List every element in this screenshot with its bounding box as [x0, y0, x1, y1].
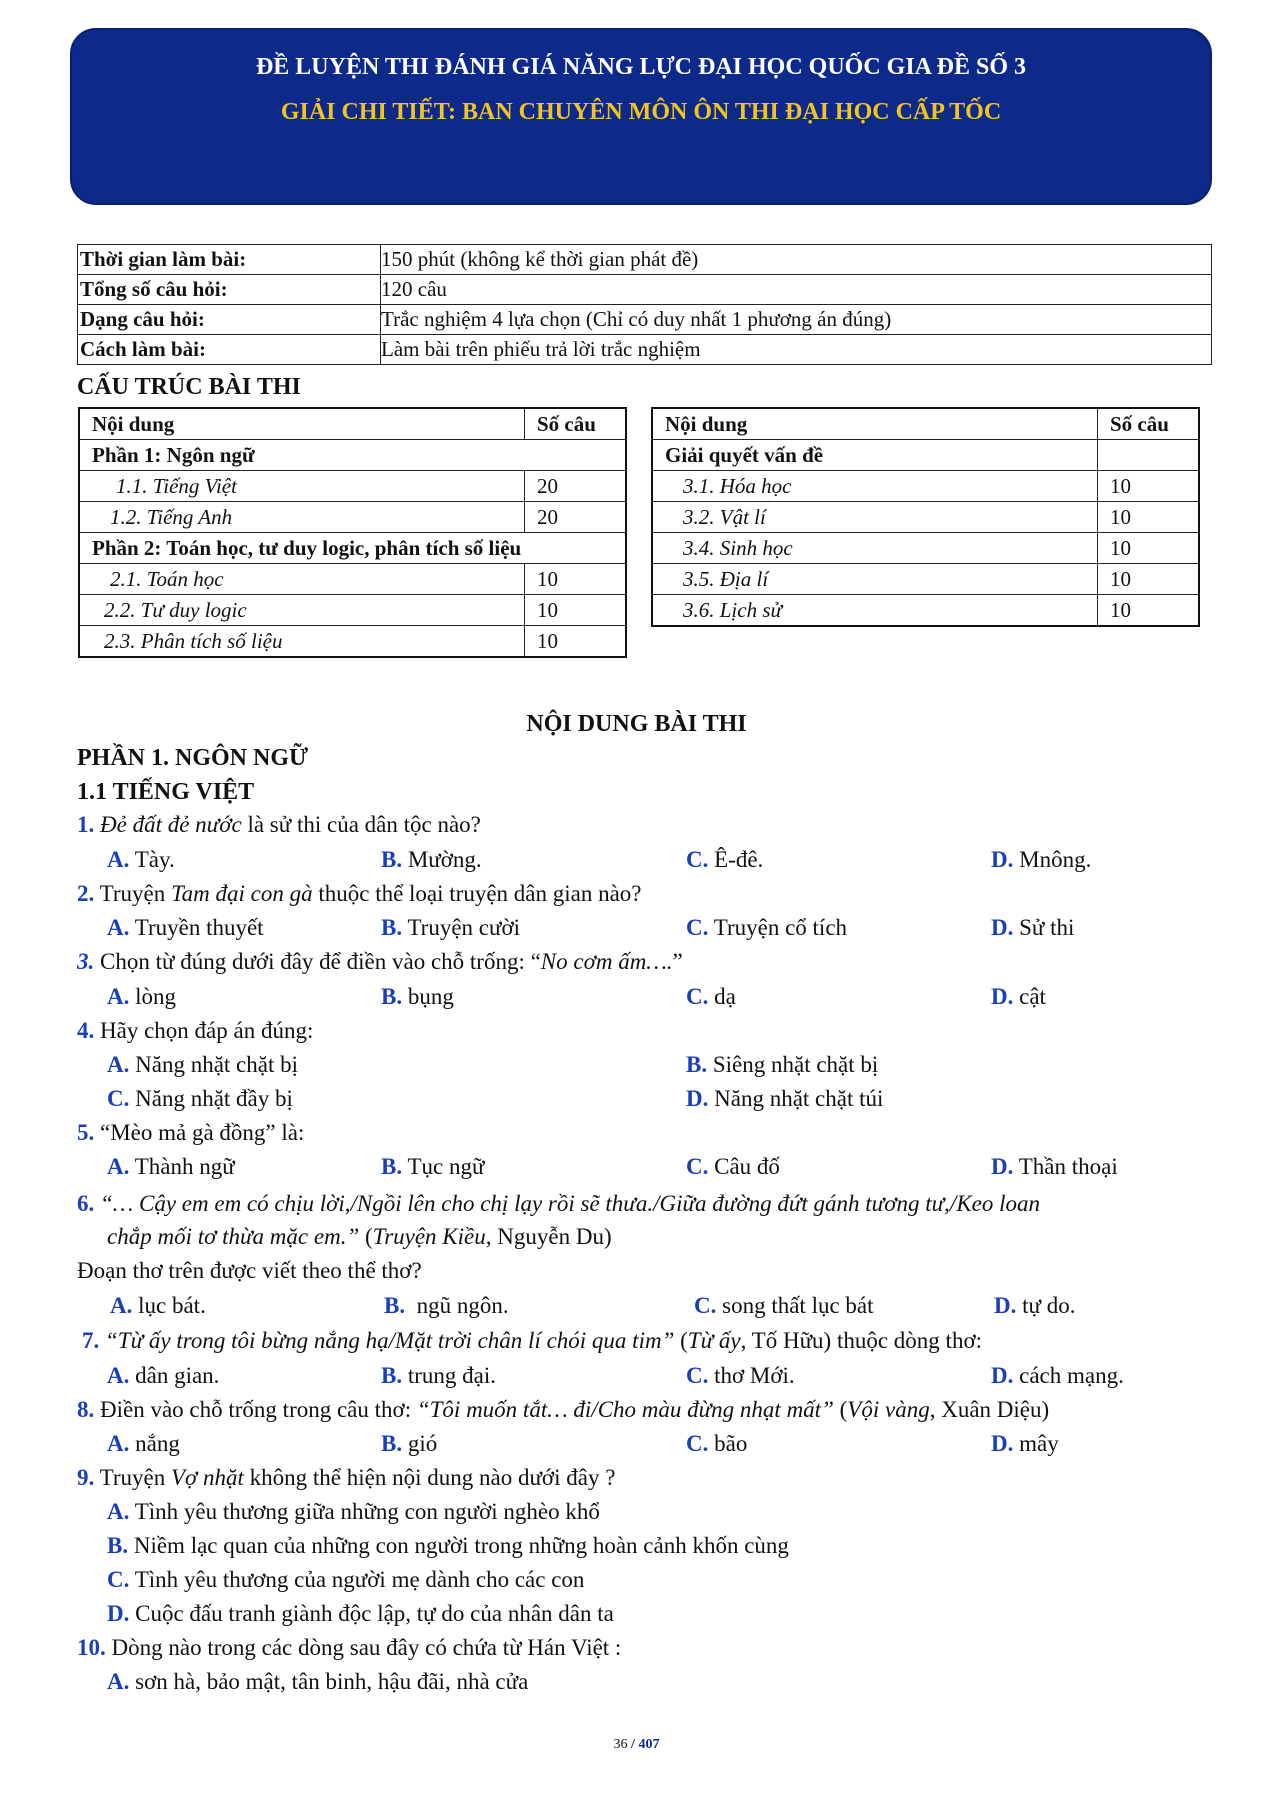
question-number: 5.: [77, 1120, 95, 1145]
table-row: [79, 564, 626, 595]
option-label: B.: [384, 1293, 406, 1318]
row-count: 20: [525, 502, 627, 533]
structure-table-left: [78, 407, 627, 658]
option-b[interactable]: [381, 1432, 437, 1455]
option-label: A.: [107, 1669, 130, 1694]
option-c[interactable]: [686, 1155, 780, 1178]
table-row: [79, 595, 626, 626]
info-table: [77, 244, 1212, 365]
question-text: , Nguyễn Du): [485, 1224, 612, 1249]
option-text: tự do.: [1022, 1293, 1076, 1318]
option-label: C.: [686, 1363, 709, 1388]
question-6: [77, 1192, 1040, 1215]
option-c[interactable]: [694, 1294, 874, 1317]
row-label: 2.1. Toán học: [79, 564, 525, 595]
option-b[interactable]: [381, 916, 520, 939]
info-value: 120 câu: [381, 275, 1212, 305]
option-text: mây: [1019, 1431, 1059, 1456]
option-label: B.: [381, 1431, 403, 1456]
question-text: Truyện: [94, 1465, 171, 1490]
info-value: 150 phút (không kể thời gian phát đề): [381, 245, 1212, 275]
option-d[interactable]: [991, 916, 1074, 939]
work-title: Vội vàng: [847, 1397, 930, 1422]
option-text: dạ: [714, 984, 736, 1009]
option-label: D.: [991, 1154, 1014, 1179]
question-number: 7.: [82, 1328, 100, 1353]
option-b[interactable]: [381, 848, 482, 871]
option-text: Thần thoại: [1018, 1154, 1118, 1179]
table-header: [79, 408, 626, 440]
option-text: Siêng nhặt chặt bị: [712, 1052, 879, 1077]
info-row: [78, 305, 1212, 335]
option-text: bão: [714, 1431, 748, 1456]
option-text: Năng nhặt chặt bị: [135, 1052, 298, 1077]
question-6-cont: [107, 1225, 612, 1248]
info-row: [78, 245, 1212, 275]
part-title: PHẦN 1. NGÔN NGỮ: [77, 745, 309, 771]
question-1: [77, 813, 481, 836]
option-d[interactable]: [686, 1087, 883, 1110]
exam-subtitle: GIẢI CHI TIẾT: BAN CHUYÊN MÔN ÔN THI ĐẠI HỌC CẤP TỐC: [280, 99, 1002, 125]
option-text: Truyện cười: [407, 915, 521, 940]
total-pages: 407: [638, 1737, 660, 1752]
content-title: NỘI DUNG BÀI THI: [526, 711, 747, 737]
option-label: A.: [107, 1499, 130, 1524]
info-key: Dạng câu hỏi:: [78, 305, 381, 335]
table-row: [652, 533, 1199, 564]
question-number: 6.: [77, 1191, 95, 1216]
option-b[interactable]: [381, 985, 454, 1008]
option-text: Truyện cổ tích: [713, 915, 848, 940]
option-label: A.: [107, 915, 130, 940]
option-b[interactable]: [686, 1053, 878, 1076]
option-text: Năng nhặt chặt túi: [714, 1086, 884, 1111]
question-4: [77, 1019, 313, 1042]
work-title: Vợ nhặt: [170, 1465, 244, 1490]
table-row: [79, 626, 626, 658]
page-number: [0, 1737, 1273, 1753]
option-label: D.: [686, 1086, 709, 1111]
option-c[interactable]: [686, 848, 763, 871]
option-text: Tình yêu thương giữa những con người nghèo khổ: [134, 1499, 600, 1524]
option-text: Ê-đê.: [714, 847, 764, 872]
row-label: 3.5. Địa lí: [652, 564, 1098, 595]
option-a[interactable]: [107, 1053, 298, 1076]
row-count: 10: [525, 626, 627, 658]
option-label: D.: [991, 847, 1014, 872]
question-text: không thể hiện nội dung nào dưới đây ?: [243, 1465, 616, 1490]
table-row: [79, 533, 626, 564]
option-label: D.: [991, 915, 1014, 940]
row-count: 10: [1098, 595, 1200, 627]
question-text: (: [674, 1328, 688, 1353]
question-number: 3.: [77, 949, 95, 974]
option-label: C.: [686, 915, 709, 940]
option-text: Mnông.: [1019, 847, 1092, 872]
option-label: C.: [107, 1567, 130, 1592]
option-b[interactable]: [107, 1534, 789, 1557]
option-label: B.: [381, 1363, 403, 1388]
question-text: là sử thi của dân tộc nào?: [241, 812, 481, 837]
option-text: bụng: [407, 984, 454, 1009]
row-label: 2.2. Tư duy logic: [79, 595, 525, 626]
row-count: 10: [1098, 533, 1200, 564]
table-row: [652, 502, 1199, 533]
page-separator: /: [627, 1737, 639, 1752]
option-d[interactable]: [107, 1602, 614, 1625]
option-label: A.: [110, 1293, 133, 1318]
question-3: [77, 950, 683, 973]
header-content: Nội dung: [652, 408, 1098, 440]
option-label: B.: [381, 915, 403, 940]
exam-title: ĐỀ LUYỆN THI ĐÁNH GIÁ NĂNG LỰC ĐẠI HỌC QUỐC GIA ĐỀ SỐ 3: [255, 54, 1027, 80]
option-label: B.: [381, 984, 403, 1009]
option-text: Tục ngữ: [407, 1154, 485, 1179]
option-label: B.: [686, 1052, 708, 1077]
question-2: [77, 882, 642, 905]
option-b[interactable]: [384, 1294, 509, 1317]
question-italic: “Từ ấy trong tôi bừng nắng hạ/Mặt trời chân lí chói qua tim”: [99, 1328, 675, 1353]
table-row: [79, 502, 626, 533]
option-d[interactable]: [991, 1432, 1059, 1455]
option-label: D.: [107, 1601, 130, 1626]
question-text: Điền vào chỗ trống trong câu thơ:: [94, 1397, 417, 1422]
work-title: Truyện Kiều: [372, 1224, 486, 1249]
option-text: trung đại.: [407, 1363, 496, 1388]
row-label: 3.1. Hóa học: [652, 471, 1098, 502]
question-number: 4.: [77, 1018, 95, 1043]
structure-table-right: [651, 407, 1200, 627]
option-text: sơn hà, bảo mật, tân binh, hậu đãi, nhà cửa: [135, 1669, 529, 1694]
option-a[interactable]: [107, 916, 264, 939]
option-label: A.: [107, 984, 130, 1009]
option-label: C.: [694, 1293, 717, 1318]
option-text: Câu đố: [714, 1154, 780, 1179]
option-text: Tày.: [134, 847, 175, 872]
question-text: Truyện: [94, 881, 171, 906]
option-d[interactable]: [991, 848, 1091, 871]
option-d[interactable]: [994, 1294, 1075, 1317]
info-value: Làm bài trên phiếu trả lời trắc nghiệm: [381, 335, 1212, 365]
option-label: A.: [107, 847, 130, 872]
question-7: [82, 1329, 982, 1352]
option-label: B.: [381, 1154, 403, 1179]
row-count: 10: [1098, 471, 1200, 502]
question-text: Dòng nào trong các dòng sau đây có chứa từ Hán Việt :: [105, 1635, 622, 1660]
option-text: Sử thi: [1019, 915, 1075, 940]
structure-title: CẤU TRÚC BÀI THI: [77, 374, 301, 400]
question-8: [77, 1398, 1049, 1421]
option-c[interactable]: [686, 1432, 747, 1455]
info-row: [78, 335, 1212, 365]
option-text: cách mạng.: [1019, 1363, 1124, 1388]
question-text: Chọn từ đúng dưới đây để điền vào chỗ trống: “: [94, 949, 541, 974]
row-count: 20: [525, 471, 627, 502]
option-c[interactable]: [107, 1568, 584, 1591]
row-label: 3.2. Vật lí: [652, 502, 1098, 533]
option-b[interactable]: [381, 1364, 496, 1387]
part-label: Giải quyết vấn đề: [652, 440, 1098, 471]
option-label: A.: [107, 1154, 130, 1179]
option-c[interactable]: [107, 1087, 293, 1110]
option-text: Cuộc đấu tranh giành độc lập, tự do của nhân dân ta: [135, 1601, 614, 1626]
header-content: Nội dung: [79, 408, 525, 440]
option-text: Niềm lạc quan của những con người trong những hoàn cảnh khốn cùng: [133, 1533, 789, 1558]
table-row: [652, 595, 1199, 627]
header-count: Số câu: [525, 408, 627, 440]
question-text: “Mèo mả gà đồng” là:: [94, 1120, 305, 1145]
option-a[interactable]: [107, 848, 175, 871]
option-label: C.: [107, 1086, 130, 1111]
question-italic: “… Cậy em em có chịu lời,/Ngồi lên cho chị lạy rồi sẽ thưa./Giữa đường đứt gánh tương tư,/Keo loan: [94, 1191, 1041, 1216]
table-row: [652, 471, 1199, 502]
option-a[interactable]: [107, 1155, 235, 1178]
option-a[interactable]: [107, 1432, 180, 1455]
option-text: Truyền thuyết: [134, 915, 264, 940]
option-label: A.: [107, 1363, 130, 1388]
option-text: Mường.: [407, 847, 482, 872]
question-text: ”: [672, 949, 683, 974]
question-italic: chắp mối tơ thừa mặc em.”: [107, 1224, 360, 1249]
question-italic: Đẻ đất đẻ nước: [100, 812, 242, 837]
option-label: D.: [991, 984, 1014, 1009]
option-text: thơ Mới.: [714, 1363, 795, 1388]
row-count: 10: [525, 564, 627, 595]
question-italic: “Tôi muốn tắt… đi/Cho màu đừng nhạt mất”: [416, 1397, 834, 1422]
option-text: nắng: [135, 1431, 180, 1456]
table-row: [79, 471, 626, 502]
part-label: Phần 2: Toán học, tư duy logic, phân tích số liệu: [79, 533, 626, 564]
question-9: [77, 1466, 615, 1489]
option-d[interactable]: [991, 985, 1046, 1008]
row-count-empty: [1098, 440, 1200, 471]
table-row: [652, 564, 1199, 595]
option-text: dân gian.: [135, 1363, 220, 1388]
work-title: Từ ấy: [687, 1328, 741, 1353]
option-label: C.: [686, 847, 709, 872]
row-count: 10: [1098, 564, 1200, 595]
option-text: lục bát.: [138, 1293, 206, 1318]
option-text: lòng: [135, 984, 177, 1009]
option-label: A.: [107, 1052, 130, 1077]
info-value: Trắc nghiệm 4 lựa chọn (Chỉ có duy nhất 1 phương án đúng): [381, 305, 1212, 335]
question-text: Hãy chọn đáp án đúng:: [94, 1018, 314, 1043]
option-label: D.: [991, 1363, 1014, 1388]
question-number: 2.: [77, 881, 95, 906]
table-header: [652, 408, 1199, 440]
option-label: C.: [686, 1154, 709, 1179]
question-text: (: [359, 1224, 373, 1249]
table-row: [79, 440, 626, 471]
question-number: 1.: [77, 812, 95, 837]
option-label: C.: [686, 984, 709, 1009]
question-text: (: [833, 1397, 848, 1422]
option-b[interactable]: [381, 1155, 484, 1178]
option-label: B.: [381, 847, 403, 872]
question-text: , Tố Hữu) thuộc dòng thơ:: [740, 1328, 983, 1353]
current-page: 36: [613, 1737, 628, 1752]
question-text: , Xuân Diệu): [929, 1397, 1050, 1422]
part-label: Phần 1: Ngôn ngữ: [79, 440, 626, 471]
option-a[interactable]: [107, 985, 176, 1008]
option-d[interactable]: [991, 1364, 1124, 1387]
option-c[interactable]: [686, 1364, 795, 1387]
option-text: Năng nhặt đầy bị: [135, 1086, 293, 1111]
option-a[interactable]: [107, 1670, 528, 1693]
header-count: Số câu: [1098, 408, 1200, 440]
question-10: [77, 1636, 621, 1659]
option-c[interactable]: [686, 916, 847, 939]
option-c[interactable]: [686, 985, 736, 1008]
row-label: 3.4. Sinh học: [652, 533, 1098, 564]
option-text: Thành ngữ: [134, 1154, 235, 1179]
question-italic: No cơm ấm….: [540, 949, 673, 974]
option-label: A.: [107, 1431, 130, 1456]
option-a[interactable]: [107, 1500, 600, 1523]
option-d[interactable]: [991, 1155, 1118, 1178]
row-label: 1.1. Tiếng Việt: [79, 471, 525, 502]
question-italic: Tam đại con gà: [170, 881, 313, 906]
option-text: cật: [1019, 984, 1046, 1009]
question-5: [77, 1121, 304, 1144]
row-label: 2.3. Phân tích số liệu: [79, 626, 525, 658]
option-label: D.: [991, 1431, 1014, 1456]
info-row: [78, 275, 1212, 305]
option-text: Tình yêu thương của người mẹ dành cho các con: [134, 1567, 585, 1592]
option-text: ngũ ngôn.: [416, 1293, 509, 1318]
question-number: 9.: [77, 1465, 95, 1490]
option-label: B.: [107, 1533, 129, 1558]
option-a[interactable]: [110, 1294, 206, 1317]
row-count: 10: [525, 595, 627, 626]
info-key: Thời gian làm bài:: [78, 245, 381, 275]
question-number: 8.: [77, 1397, 95, 1422]
table-row: [652, 440, 1199, 471]
option-label: D.: [994, 1293, 1017, 1318]
question-number: 10.: [77, 1635, 106, 1660]
row-label: 1.2. Tiếng Anh: [79, 502, 525, 533]
question-6-prompt: Đoạn thơ trên được viết theo thể thơ?: [77, 1258, 422, 1283]
header-banner: [70, 28, 1212, 205]
section-title: 1.1 TIẾNG VIỆT: [77, 779, 255, 805]
info-key: Tổng số câu hỏi:: [78, 275, 381, 305]
option-text: song thất lục bát: [722, 1293, 874, 1318]
row-count: 10: [1098, 502, 1200, 533]
info-key: Cách làm bài:: [78, 335, 381, 365]
question-text: thuộc thể loại truyện dân gian nào?: [312, 881, 642, 906]
option-label: C.: [686, 1431, 709, 1456]
row-label: 3.6. Lịch sử: [652, 595, 1098, 627]
option-a[interactable]: [107, 1364, 219, 1387]
option-text: gió: [407, 1431, 438, 1456]
